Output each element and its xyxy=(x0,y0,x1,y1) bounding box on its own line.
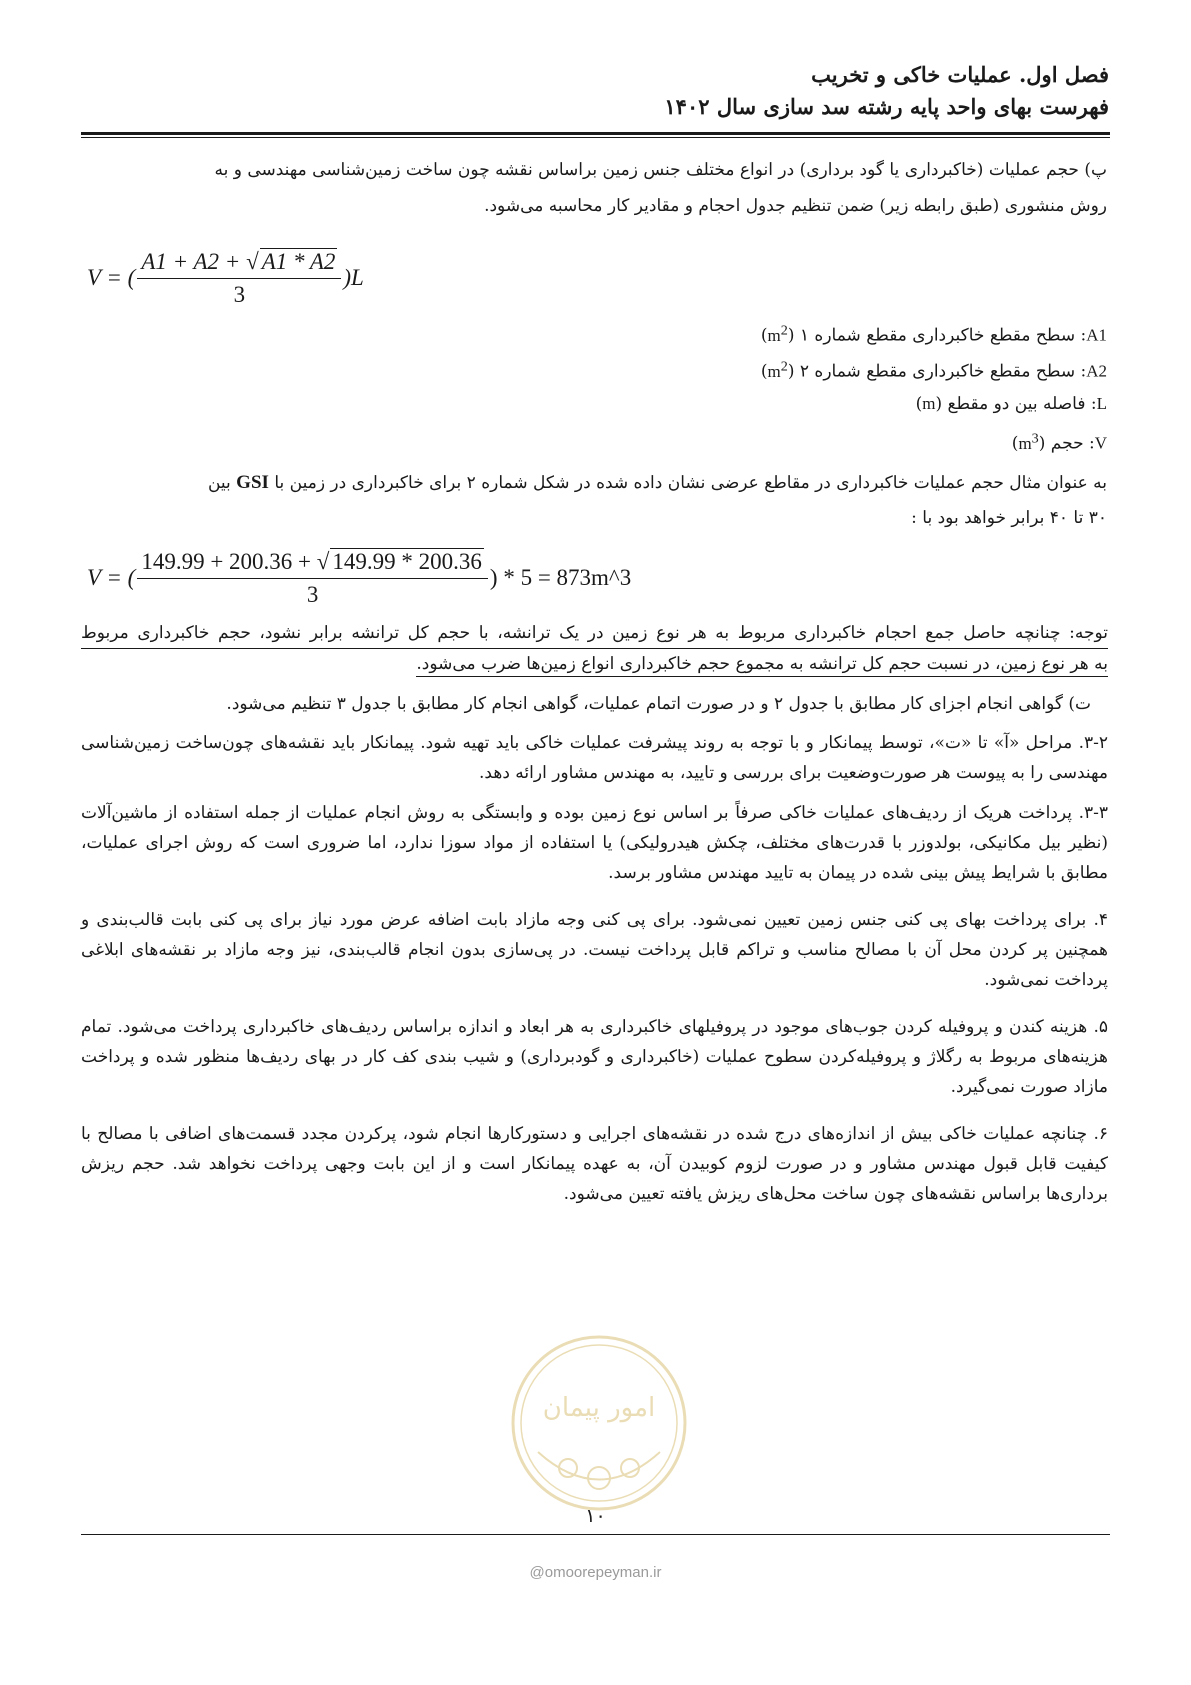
paragraph-6: ۶. چنانچه عملیات خاکی بیش از اندازه‌های درج شده در نقشه‌های اجرایی و دستورکارها انجام شود، پرکردن مجدد قسمت‌های اضافی با مصالح با کیفیت قابل قبول مهندس مشاور و در صورت لزوم کوبیدن آن، به عهده پیمانکار است و از این بابت وجهی پرداخت نخواهد شد. حجم ریزش برداری‌ها براساس نقشه‌های چون ساخت محل‌های ریزش یافته تعیین می‌شود. xyxy=(81,1124,1108,1204)
example-line-1: به عنوان مثال حجم عملیات خاکبرداری در مقاطع عرضی نشان داده شده در شکل شماره ۲ برای خاکبرداری در زمین با GSI بین xyxy=(207,472,1107,493)
document-title: فهرست بهای واحد پایه رشته سد سازی سال ۱۴۰۲ xyxy=(664,94,1109,119)
formula-sqrt-term: A1 * A2 xyxy=(261,249,336,274)
gear-icon xyxy=(621,1459,639,1477)
note-line-1: توجه: چنانچه حاصل جمع احجام خاکبرداری مربوط به هر نوع زمین در یک ترانشه، با حجم کل ترانشه برابر نشود، حجم خاکبرداری مربوط xyxy=(81,618,1108,649)
formula2-numerator xyxy=(137,548,488,579)
chapter-title: فصل اول. عملیات خاکی و تخریب xyxy=(811,62,1109,87)
intro-line-2: روش منشوری (طبق رابطه زیر) ضمن تنظیم جدول احجام و مقادیر کار محاسبه می‌شود. xyxy=(484,196,1107,216)
intro-line-1: پ) حجم عملیات (خاکبرداری یا گود برداری) در انواع مختلف جنس زمین براساس نقشه چون ساخت زمین‌شناسی مهندسی و به xyxy=(214,160,1107,180)
header-rule-thick xyxy=(81,132,1110,135)
seal-logo xyxy=(508,1332,690,1514)
formula2-fraction xyxy=(137,548,488,608)
people-icon xyxy=(588,1467,610,1489)
paragraph-t: ت) گواهی انجام اجزای کار مطابق با جدول ۲ و در صورت اتمام عملیات، گواهی انجام کار مطابق با جدول ۳ تنظیم می‌شود. xyxy=(226,694,1091,714)
paragraph-3-2: ۳-۲. مراحل «آ» تا «ت»، توسط پیمانکار و با توجه به روند پیشرفت عملیات خاکی باید تهیه شود. پیمانکار باید نقشه‌های چون‌ساخت زمین‌شناسی مهندسی را به پیوست هر صورت‌وضعیت برای بررسی و تایید، به مهندس مشاور ارائه دهد. xyxy=(81,733,1108,783)
formula-denominator: 3 xyxy=(233,282,246,307)
page-number: ۱۰ xyxy=(585,1505,606,1527)
prismoidal-formula xyxy=(87,248,364,308)
formula-lhs: V = ( xyxy=(87,265,136,290)
formula-fraction xyxy=(137,248,341,308)
note-line-2: به هر نوع زمین، در نسبت حجم کل ترانشه به مجموع حجم خاکبرداری انواع زمین‌ها ضرب می‌شود. xyxy=(416,654,1108,677)
formula2-lhs: V = ( xyxy=(87,565,136,590)
paragraph-4: ۴. برای پرداخت بهای پی کنی جنس زمین تعیین نمی‌شود. برای پی کنی وجه مازاد بابت اضافه عرض مورد نیاز برای پی کنی بابت قالب‌بندی و همچنین پر کردن محل آن با مصالح مناسب و تراکم قابل پرداخت نیست. در پی‌سازی بدون انجام قالب‌بندی، نیز وجه مازاد بر نقشه‌های ابلاغی پرداخت نمی‌شود. xyxy=(81,910,1108,990)
example-formula xyxy=(87,548,631,608)
formula2-rhs: ) * 5 = 873m^3 xyxy=(489,565,632,590)
header-rule-thin xyxy=(81,137,1110,138)
definition-v: V: حجم $(m^3)$ xyxy=(1011,430,1107,454)
definition-a2: A2: سطح مقطع خاکبرداری مقطع شماره ۲ $(m^2)$ xyxy=(760,358,1107,382)
sqrt-icon: √ xyxy=(316,549,330,574)
seal-text: امور پیمان xyxy=(542,1393,656,1423)
scales-icon xyxy=(559,1459,577,1477)
formula2-denominator: 3 xyxy=(306,582,319,607)
formula2-numerator-terms: 149.99 + 200.36 + xyxy=(141,549,317,574)
sqrt-icon: √ xyxy=(246,249,259,274)
paragraph-5: ۵. هزینه کندن و پروفیله کردن جوب‌های موجود در پروفیلهای خاکبرداری به هر ابعاد و اندازه براساس ردیف‌های خاکبرداری پرداخت می‌شود. تمام هزینه‌های مربوط به رگلاژ و پروفیله‌کردن سطوح عملیات (خاکبرداری و گودبرداری) و شیب بندی کف کار در بهای ردیف‌ها منظور شده و پرداخت مازاد صورت نمی‌گیرد. xyxy=(81,1017,1108,1097)
formula-numerator xyxy=(137,248,341,279)
paragraph-3-3: ۳-۳. پرداخت هریک از ردیف‌های عملیات خاکی صرفاً بر اساس نوع زمین بوده و وابستگی به روش انجام عملیات از جمله استفاده از ماشین‌آلات (نظیر بیل مکانیکی، بولدوزر با قدرت‌های مختلف، چکش هیدرولیکی) یا استفاده از مواد سوزا ندارد، اما ضروری است که روش اجرای عملیات، مطابق با شرایط پیش بینی شده در پیمان به تایید مهندس مشاور برسد. xyxy=(81,803,1108,883)
watermark-url: @omoorepeyman.ir xyxy=(529,1564,662,1581)
definition-l: L: فاصله بین دو مقطع (m) xyxy=(915,394,1107,414)
definition-a1: A1: سطح مقطع خاکبرداری مقطع شماره ۱ $(m^2)$ xyxy=(760,322,1107,346)
formula-numerator-terms: A1 + A2 + xyxy=(141,249,247,274)
formula2-sqrt-term: 149.99 * 200.36 xyxy=(332,549,482,574)
example-line-2: ۳۰ تا ۴۰ برابر خواهد بود با : xyxy=(911,508,1107,528)
footer-rule xyxy=(81,1534,1110,1535)
formula-rhs: )L xyxy=(343,265,364,290)
